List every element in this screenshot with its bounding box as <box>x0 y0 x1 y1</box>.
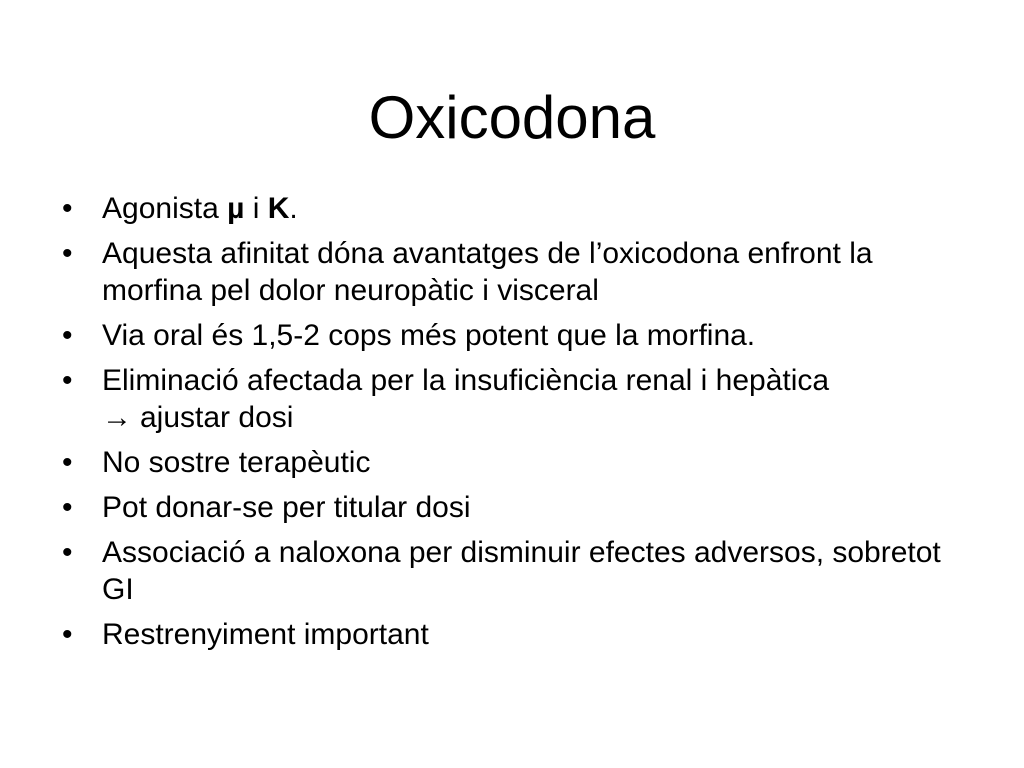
bullet-item-via-oral <box>62 317 962 354</box>
bullet-item-restrenyiment <box>62 616 962 653</box>
bullet-text-line1: Eliminació afectada per la insuficiència renal i hepàtica <box>102 364 830 397</box>
bullet-text: Associació a naloxona per disminuir efectes adversos, sobretot GI <box>102 536 941 606</box>
bullet-point-icon: • <box>62 446 73 479</box>
bullet-point-icon: • <box>62 618 73 651</box>
bullet-text-k: K <box>267 192 290 225</box>
bullet-point-icon: • <box>62 491 73 524</box>
bullet-point-icon: • <box>62 364 73 397</box>
bullet-text-suffix: . <box>289 192 298 225</box>
bullet-text: Restrenyiment important <box>102 618 429 651</box>
bullet-point-icon: • <box>62 319 73 352</box>
bullet-point-icon: • <box>62 536 73 569</box>
bullet-text: No sostre terapèutic <box>102 446 371 479</box>
slide-title: Oxicodona <box>368 84 656 151</box>
bullet-text-mid: i <box>244 192 268 225</box>
bullet-item-afinitat <box>62 235 962 309</box>
bullet-text: Via oral és 1,5-2 cops més potent que la morfina. <box>102 319 756 352</box>
bullet-list <box>62 190 962 661</box>
bullet-item-eliminacio <box>62 362 962 436</box>
bullet-item-sostre <box>62 444 962 481</box>
bullet-text-line2: ajustar dosi <box>140 401 294 434</box>
arrow-right-icon: → <box>102 401 132 434</box>
bullet-text-prefix: Agonista <box>102 192 228 225</box>
bullet-item-naloxona <box>62 534 962 608</box>
bullet-text: Pot donar-se per titular dosi <box>102 491 471 524</box>
bullet-point-icon: • <box>62 237 73 270</box>
bullet-text: Aquesta afinitat dóna avantatges de l’oxicodona enfront la morfina pel dolor neuropàtic i visceral <box>102 237 873 307</box>
bullet-text-mu: µ <box>227 192 245 225</box>
bullet-item-titular <box>62 489 962 526</box>
bullet-point-icon: • <box>62 192 73 225</box>
bullet-item-agonista <box>62 190 962 227</box>
